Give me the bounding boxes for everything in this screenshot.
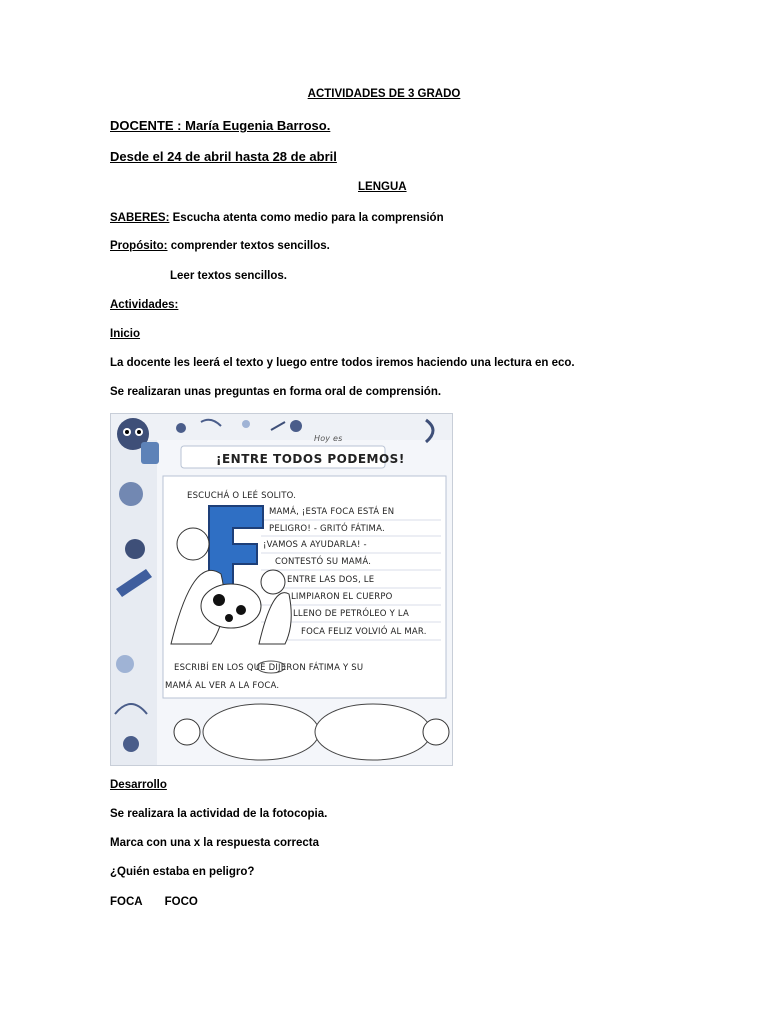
development-heading: Desarrollo <box>110 779 167 791</box>
start-heading: Inicio <box>110 328 141 340</box>
answer-option-foca: FOCA <box>110 896 143 908</box>
activities-heading: Actividades: <box>110 299 179 311</box>
start-paragraph-2: Se realizaran unas preguntas en forma oral de comprensión. <box>110 386 442 398</box>
proposito-label: Propósito: <box>110 240 168 252</box>
proposito-text: comprender textos sencillos. <box>167 240 330 252</box>
worksheet-write-instruction: ESCRIBÍ EN LOS QUÉ DIJERON FÁTIMA Y SU <box>174 663 364 673</box>
worksheet-story-line: PELIGRO! - GRITÓ FÁTIMA. <box>269 524 385 534</box>
worksheet-image <box>110 413 453 766</box>
woman-face-icon <box>423 719 449 745</box>
date-range-text: Desde el 24 de abril hasta 28 de abril <box>110 149 337 164</box>
answer-option-foco: FOCO <box>164 896 198 908</box>
worksheet-story-line: MAMÁ, ¡ESTA FOCA ESTÁ EN <box>269 507 395 517</box>
date-range <box>110 149 337 164</box>
saberes-label: SABERES: <box>110 212 170 224</box>
worksheet-date-label: Hoy es <box>314 434 343 443</box>
development-paragraph-1: Se realizara la actividad de la fotocopia. <box>110 808 328 820</box>
worksheet-illustration <box>111 414 452 765</box>
worksheet-story-line: FOCA FELIZ VOLVIÓ AL MAR. <box>301 627 427 637</box>
proposito-second-line: Leer textos sencillos. <box>170 270 287 282</box>
worksheet-story-line: ENTRE LAS DOS, LE <box>287 575 375 585</box>
worksheet-story-line: LIMPIARON EL CUERPO <box>291 592 393 602</box>
worksheet-story-line: CONTESTÓ SU MAMÁ. <box>275 557 372 567</box>
teacher-name: DOCENTE : María Eugenia Barroso. <box>110 118 331 133</box>
saberes-text: Escucha atenta como medio para la comprensión <box>169 212 444 224</box>
book-icon <box>141 442 159 464</box>
saberes-line <box>110 212 444 224</box>
worksheet-instruction: ESCUCHÁ O LEÉ SOLITO. <box>187 491 297 501</box>
subject-heading: LENGUA <box>358 181 407 193</box>
worksheet-write-instruction-2: MAMÁ AL VER A LA FOCA. <box>165 681 280 691</box>
puppy-icon <box>125 539 145 559</box>
worksheet-header: ¡ENTRE TODOS PODEMOS! <box>216 452 405 466</box>
start-paragraph-1: La docente les leerá el texto y luego entre todos iremos haciendo una lectura en eco. <box>110 357 575 369</box>
teacher-line <box>110 118 330 133</box>
answer-options <box>110 896 198 908</box>
worksheet-story-line: LLENO DE PETRÓLEO Y LA <box>293 609 410 619</box>
answer-oval-left <box>203 704 319 760</box>
question-line: ¿Quién estaba en peligro? <box>110 866 255 878</box>
development-paragraph-2: Marca con una x la respuesta correcta <box>110 837 320 849</box>
girl-face-icon <box>174 719 200 745</box>
page-title: ACTIVIDADES DE 3 GRADO <box>307 88 461 100</box>
worksheet-story-line: ¡VAMOS A AYUDARLA! - <box>263 540 367 550</box>
answer-oval-right <box>315 704 431 760</box>
proposito-line <box>110 240 330 252</box>
